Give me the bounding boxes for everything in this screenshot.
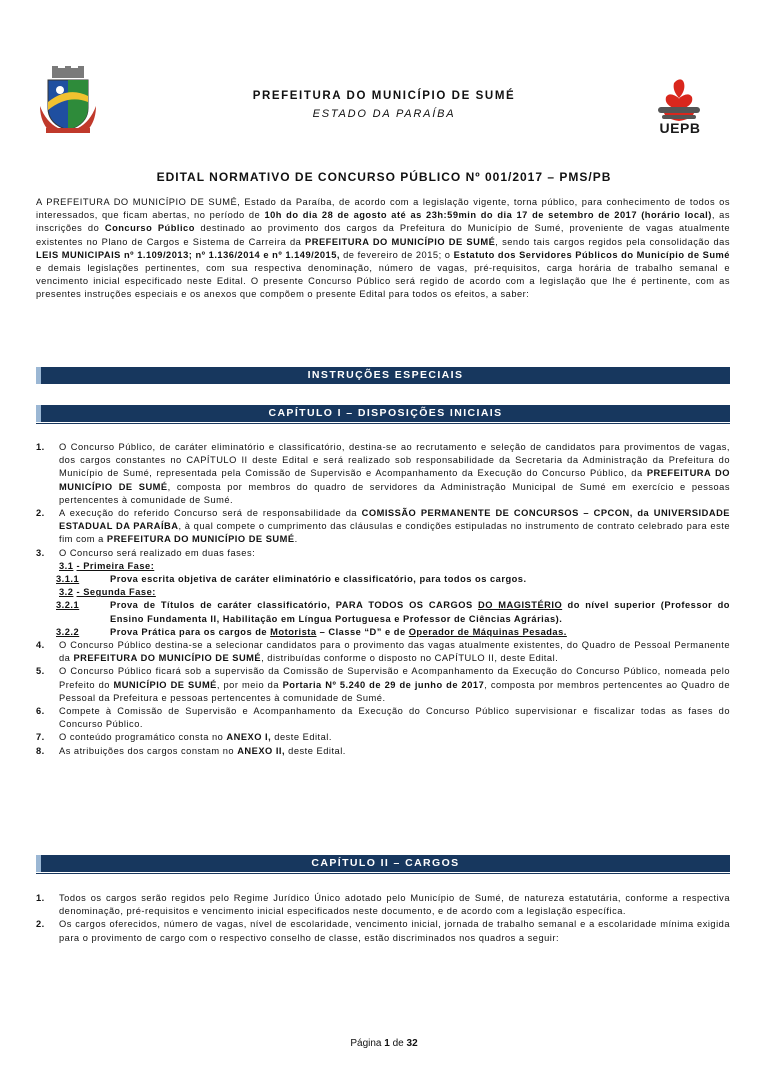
page-footer bbox=[0, 1038, 768, 1049]
edital-title: EDITAL NORMATIVO DE CONCURSO PÚBLICO Nº 001/2017 – PMS/PB bbox=[156, 170, 612, 184]
capitulo-1-item-segment: , à qual compete o cumprimento das cláusulas e condições estipuladas no instrumento de contrato celebrado para este fim com a bbox=[59, 521, 730, 545]
intro-segment: , as inscrições do bbox=[36, 210, 730, 234]
fase-2-2-text-u2: Operador de Máquinas Pesadas. bbox=[408, 626, 567, 637]
section-bar-capitulo-1: CAPÍTULO I – DISPOSIÇÕES INICIAIS bbox=[36, 405, 730, 422]
item-number: 4. bbox=[36, 640, 45, 651]
capitulo-1-item-segment: Compete à Comissão de Supervisão e Acompanhamento da Execução do Concurso Público supervisionar e fiscalizar todas as fases do Concurso Público. bbox=[59, 706, 730, 730]
capitulo-1-item bbox=[36, 745, 730, 758]
capitulo-1-item-segment: As atribuições dos cargos constam no bbox=[59, 745, 238, 756]
page-header-title: PREFEITURA DO MUNICÍPIO DE SUMÉ bbox=[252, 90, 516, 102]
capitulo-2-item bbox=[36, 918, 730, 944]
page-header-subtitle: ESTADO DA PARAÍBA bbox=[312, 108, 456, 120]
intro-segment: , sendo tais cargos regidos pela consolidação das bbox=[495, 236, 730, 247]
capitulo-1-item-segment: PREFEITURA DO MUNICÍPIO DE SUMÉ bbox=[106, 534, 295, 545]
capitulo-2-item-segment: Todos os cargos serão regidos pelo Regime Jurídico Único adotado pelo Município de Sumé, de natureza estatutária, conforme a respectiva denominação, pré-requisitos e vencimento inicial especificados neste documento, e de acordo com a legislação específica. bbox=[59, 893, 730, 917]
intro-paragraph bbox=[36, 196, 730, 302]
capitulo-1-item bbox=[36, 731, 730, 744]
fase-2-1 bbox=[56, 599, 730, 625]
capitulo-1-item bbox=[36, 639, 730, 665]
capitulo-1-item-segment: O Concurso Público ficará sob a supervisão da Comissão de Supervisão e Acompanhamento da Execução do Concurso Público, nomeada pelo Prefeito do bbox=[59, 666, 730, 690]
capitulo-1-item-segment: , por meio da bbox=[216, 679, 283, 690]
fase-2 bbox=[36, 586, 730, 599]
fase-2-label: - Segunda Fase: bbox=[76, 587, 156, 598]
fase-2-2-num: 3.2.2 bbox=[56, 626, 80, 637]
fase-2-2-text-b: – Classe “D” e de bbox=[316, 626, 409, 637]
section-bar-capitulo-2: CAPÍTULO II – CARGOS bbox=[36, 855, 730, 872]
capitulo-1-item-segment: , composta por membros do quadro de servidores da Administração Municipal de Sumé em exercício e pessoas pertencentes à comunidade de Sumé. bbox=[59, 481, 730, 505]
capitulo-1-item-segment: MUNICÍPIO DE SUMÉ bbox=[113, 679, 217, 690]
intro-segment: Estatuto dos Servidores Públicos do Município de Sumé bbox=[453, 249, 730, 260]
capitulo-1-item-segment: COMISSÃO PERMANENTE DE CONCURSOS – CPCON, da UNIVERSIDADE ESTADUAL DA PARAÍBA bbox=[59, 508, 730, 532]
fase-2-1-text-b: do nível superior (Professor do Ensino Fundamenta II, Habilitação em Língua Portuguesa e Professor de Ciências Agrárias). bbox=[110, 600, 730, 624]
section-underline bbox=[36, 873, 730, 874]
capitulo-1-item bbox=[36, 507, 730, 547]
capitulo-1-item-segment: ANEXO II, bbox=[237, 745, 286, 756]
fase-2-1-num: 3.2.1 bbox=[56, 600, 80, 611]
fase-1-num: 3.1 bbox=[59, 560, 74, 571]
capitulo-1-item-segment: , composta por membros pertencentes ao Quadro de Pessoal da Prefeitura e pessoas pertencentes à comunidade de Sumé. bbox=[59, 679, 731, 703]
fase-2-num: 3.2 bbox=[59, 587, 74, 598]
intro-segment: de fevereiro de 2015; o bbox=[339, 249, 454, 260]
capitulo-1-item-segment: PREFEITURA DO MUNICÍPIO DE SUMÉ bbox=[59, 468, 730, 492]
capitulo-1-item-segment: deste Edital. bbox=[271, 732, 332, 743]
item-number: 2. bbox=[36, 508, 45, 519]
capitulo-1-item-segment: O conteúdo programático consta no bbox=[59, 732, 227, 743]
capitulo-1-item-segment: ANEXO I, bbox=[226, 732, 272, 743]
intro-segment: e demais legislações pertinentes, com sua respectiva denominação, número de vagas, pré-requisitos, carga horária de trabalho semanal e vencimento inicial especificado neste Edital. O presente Concurso Público será regido de acordo com a legislação que lhe é pertinente, com as presentes instruções especiais e os anexos que compõem o presente Edital para todos os efeitos, a saber: bbox=[36, 263, 730, 300]
capitulo-1-item bbox=[36, 441, 730, 507]
footer-mid: de bbox=[389, 1038, 407, 1049]
item-number: 6. bbox=[36, 706, 45, 717]
item-number: 5. bbox=[36, 666, 45, 677]
footer-prefix: Página bbox=[350, 1038, 385, 1049]
item-number: 8. bbox=[36, 745, 45, 756]
footer-page-number: 1 bbox=[384, 1038, 390, 1049]
capitulo-1-item-segment: deste Edital. bbox=[285, 745, 346, 756]
item-number: 7. bbox=[36, 732, 45, 743]
fase-2-1-text-a: Prova de Títulos de caráter classificatório, PARA TODOS OS CARGOS bbox=[110, 600, 478, 611]
fase-1-1 bbox=[56, 573, 730, 586]
capitulo-1-item bbox=[36, 705, 730, 731]
capitulo-2-item bbox=[36, 892, 730, 918]
fase-1-1-num: 3.1.1 bbox=[56, 574, 80, 585]
capitulo-1-item-segment: . bbox=[294, 534, 298, 545]
footer-total-pages: 32 bbox=[406, 1038, 418, 1049]
item-number: 1. bbox=[36, 442, 45, 452]
item-number: 2. bbox=[36, 919, 45, 930]
item-number: 1. bbox=[36, 893, 45, 903]
capitulo-1-item-segment: O Concurso será realizado em duas fases: bbox=[59, 547, 256, 558]
fases-block bbox=[36, 560, 730, 639]
intro-segment: A PREFEITURA DO MUNICÍPIO DE SUMÉ, Estado da Paraíba, de acordo com a legislação vigente, torna público, para conhecimento de todos os interessados, que ficam abertas, no período de bbox=[36, 197, 730, 221]
section-underline bbox=[36, 423, 730, 424]
fase-2-2-text-u1: Motorista bbox=[270, 626, 317, 637]
fase-2-2-text-a: Prova Prática para os cargos de bbox=[110, 626, 271, 637]
item-number: 3. bbox=[36, 547, 45, 558]
fase-2-1-text-u: DO MAGISTÉRIO bbox=[478, 600, 563, 611]
capitulo-1-item bbox=[36, 547, 730, 560]
section-bar-instrucoes: INSTRUÇÕES ESPECIAIS bbox=[36, 367, 730, 384]
uepb-logo-text: UEPB bbox=[659, 120, 701, 136]
intro-segment: LEIS MUNICIPAIS nº 1.109/2013; nº 1.136/2014 e nº 1.149/2015, bbox=[36, 249, 340, 260]
capitulo-1-list bbox=[36, 441, 730, 758]
capitulo-1-item-segment: A execução do referido Concurso será de responsabilidade da bbox=[59, 508, 362, 519]
capitulo-1-item-segment: O Concurso Público, de caráter eliminatório e classificatório, destina-se ao recrutamento e seleção de candidatos para provimentos de vagas, dos cargos constantes no CAPÍTULO II deste Edital e será realizado sob responsabilidade da Secretaria da Administração da Prefeitura do Município de Sumé, representada pela Comissão de Supervisão e Acompanhamento da Execução do Concurso Público, da bbox=[59, 442, 730, 479]
intro-segment: PREFEITURA DO MUNICÍPIO DE SUMÉ bbox=[305, 236, 496, 247]
intro-segment: Concurso Público bbox=[104, 223, 195, 234]
intro-segment: 10h do dia 28 de agosto até as 23h:59min do dia 17 de setembro de 2017 (horário local) bbox=[264, 210, 712, 221]
capitulo-1-item-segment: , distribuídas conforme o disposto no CAPÍTULO II, deste Edital. bbox=[261, 653, 559, 664]
capitulo-1-item bbox=[36, 665, 730, 705]
capitulo-2-list bbox=[36, 892, 730, 945]
capitulo-1-item-segment: O Concurso Público destina-se a selecionar candidatos para o provimento das vagas atualmente existentes, do Quadro de Pessoal Permanente da bbox=[59, 640, 730, 664]
capitulo-2-item-segment: Os cargos oferecidos, número de vagas, nível de escolaridade, vencimento inicial, jornada de trabalho semanal e a escolaridade mínima exigida para o provimento de cargo com o respectivo conselho de classe, estão discriminados nos quadros a seguir: bbox=[59, 919, 730, 943]
capitulo-1-item-segment: Portaria Nº 5.240 de 29 de junho de 2017 bbox=[282, 679, 485, 690]
fase-2-2 bbox=[56, 626, 730, 639]
fase-1-label: - Primeira Fase: bbox=[76, 560, 155, 571]
capitulo-1-item-segment: PREFEITURA DO MUNICÍPIO DE SUMÉ bbox=[73, 653, 262, 664]
fase-1 bbox=[36, 560, 730, 573]
fase-1-1-text: Prova escrita objetiva de caráter eliminatório e classificatório, para todos os cargos. bbox=[110, 574, 527, 585]
intro-segment: destinado ao provimento dos cargos da Prefeitura do Município de Sumé, proveniente de vagas atualmente existentes no Plano de Cargos e Sistema de Carreira da bbox=[36, 223, 731, 247]
